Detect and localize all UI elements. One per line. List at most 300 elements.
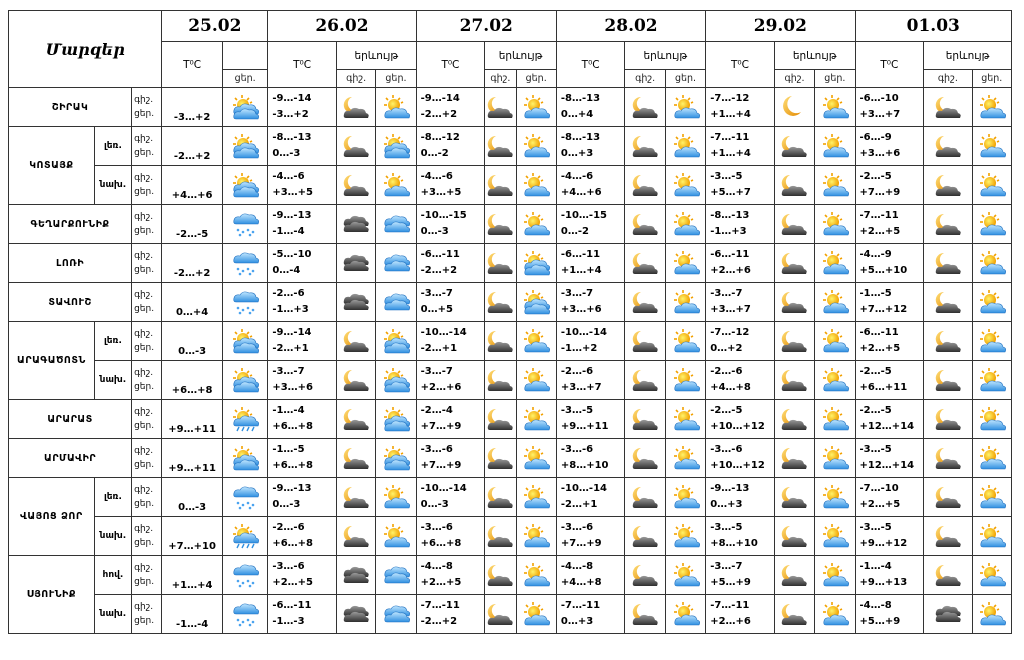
night-temp: -3…-7 — [420, 288, 453, 299]
moon-cloud-icon — [341, 445, 371, 472]
night-icon-cell — [774, 166, 814, 205]
day-temp: -2…+1 — [420, 343, 458, 354]
temp-cell: +9…+11 — [162, 439, 223, 478]
rain-sun-icon — [230, 406, 260, 433]
day-icon-cell — [665, 478, 705, 517]
night-icon-cell — [336, 478, 375, 517]
night-temp: -7…-12 — [710, 93, 750, 104]
day-temp: +12…+14 — [859, 460, 915, 471]
day-icon-cell — [665, 283, 705, 322]
day-label: ցեր. — [134, 538, 155, 548]
sun-cloud-icon — [671, 367, 701, 394]
day-temp: +5…+10 — [859, 265, 908, 276]
table-row — [9, 283, 1012, 322]
day-icon-cell — [376, 361, 416, 400]
dark-cloud-icon — [341, 601, 371, 628]
moon-cloud-icon — [779, 523, 809, 550]
weather-header: երևույթ — [336, 42, 416, 70]
sun-cloud-icon — [977, 367, 1007, 394]
region-zone: լեռ. — [94, 127, 131, 166]
temp-cell — [556, 166, 625, 205]
day-icon-cell — [972, 205, 1011, 244]
day-temp: -1…-4 — [272, 226, 305, 237]
night-temp: -2…-5 — [859, 171, 892, 182]
temp-cell: +1…+4 — [162, 556, 223, 595]
cloud-sun-icon — [230, 94, 260, 121]
cloud-sun-icon — [381, 406, 411, 433]
night-label: գիշ. — [134, 212, 154, 222]
night-temp: -6…-11 — [272, 600, 312, 611]
night-icon-cell — [485, 361, 516, 400]
cloud-sun-icon — [230, 367, 260, 394]
temp-cell — [706, 166, 775, 205]
sun-cloud-icon — [671, 211, 701, 238]
temp-cell — [416, 244, 485, 283]
sun-cloud-icon — [977, 601, 1007, 628]
weather-icon-cell — [222, 205, 267, 244]
night-icon-cell — [336, 88, 375, 127]
night-temp: -8…-12 — [420, 132, 460, 143]
temp-header: T⁰C — [268, 42, 337, 88]
night-temp: -1…-4 — [859, 561, 892, 572]
sun-cloud-icon — [521, 406, 551, 433]
night-icon-cell — [924, 205, 972, 244]
weather-icon-cell — [222, 556, 267, 595]
temp-cell — [416, 439, 485, 478]
sun-cloud-icon — [521, 445, 551, 472]
moon-cloud-icon — [630, 406, 660, 433]
night-temp: -6…-11 — [420, 249, 460, 260]
day-icon-cell — [665, 244, 705, 283]
night-temp: -7…-10 — [859, 483, 899, 494]
temp-cell: -1…-4 — [162, 595, 223, 634]
moon-cloud-icon — [630, 484, 660, 511]
day-temp: 0…+4 — [560, 109, 594, 120]
temp-cell — [268, 88, 337, 127]
night-temp: -3…-7 — [710, 561, 743, 572]
temp-header: T⁰C — [706, 42, 775, 88]
temp-header: T⁰C — [162, 42, 223, 88]
sun-cloud-icon — [977, 94, 1007, 121]
temp-cell — [706, 244, 775, 283]
sun-cloud-icon — [521, 523, 551, 550]
dark-cloud-icon — [341, 562, 371, 589]
weather-icon-cell — [222, 244, 267, 283]
day-icon-cell — [972, 244, 1011, 283]
sun-cloud-icon — [381, 484, 411, 511]
temp-cell — [416, 205, 485, 244]
day-icon-cell — [972, 400, 1011, 439]
weather-icon-cell — [222, 88, 267, 127]
day-temp: 0…-2 — [560, 226, 589, 237]
cloud-icon — [381, 250, 411, 277]
night-temp: -1…-4 — [272, 405, 305, 416]
day-icon-cell — [376, 166, 416, 205]
day-icon-cell — [815, 205, 855, 244]
day-icon-cell — [516, 283, 556, 322]
temp-cell: 0…+4 — [162, 283, 223, 322]
day-temp: +9…+12 — [859, 538, 908, 549]
day-icon-cell — [815, 244, 855, 283]
moon-cloud-icon — [485, 211, 515, 238]
snow-cloud-icon — [230, 211, 260, 238]
temp-cell — [556, 361, 625, 400]
temp-cell — [416, 322, 485, 361]
sun-cloud-icon — [820, 328, 850, 355]
sun-cloud-icon — [820, 367, 850, 394]
night-temp: -8…-13 — [560, 93, 601, 104]
time-of-day-cell — [132, 244, 162, 283]
moon-cloud-icon — [933, 328, 963, 355]
day-temp: -2…+2 — [420, 109, 458, 120]
day-label: ցեր. — [134, 304, 155, 314]
night-icon-cell — [625, 439, 665, 478]
temp-cell — [855, 400, 924, 439]
night-icon-cell — [774, 244, 814, 283]
night-icon-cell — [774, 283, 814, 322]
day-temp: -1…-3 — [272, 616, 305, 627]
moon-cloud-icon — [630, 172, 660, 199]
day-temp: 0…-3 — [420, 499, 449, 510]
temp-cell — [706, 322, 775, 361]
time-of-day-cell — [132, 400, 162, 439]
day-icon-cell — [665, 361, 705, 400]
night-icon-cell — [625, 88, 665, 127]
night-icon-cell — [774, 439, 814, 478]
day-icon-cell — [972, 166, 1011, 205]
night-label: գիշ. — [134, 407, 154, 417]
date-header: 25.02 — [162, 11, 268, 42]
day-icon-cell — [376, 556, 416, 595]
dark-cloud-icon — [341, 289, 371, 316]
night-icon-cell — [336, 556, 375, 595]
sun-cloud-icon — [521, 601, 551, 628]
region-zone: նախ. — [94, 361, 131, 400]
day-temp: 0…+2 — [710, 343, 743, 354]
sun-cloud-icon — [820, 250, 850, 277]
day-icon-cell — [972, 361, 1011, 400]
time-of-day-cell — [132, 361, 162, 400]
night-temp: -9…-14 — [272, 93, 312, 104]
day-icon-cell — [815, 88, 855, 127]
day-icon-cell — [972, 478, 1011, 517]
temp-cell: +6…+8 — [162, 361, 223, 400]
day-temp: +4…+8 — [710, 382, 751, 393]
day-temp: -2…+2 — [420, 265, 458, 276]
night-subheader: գիշ. — [774, 70, 814, 88]
sun-cloud-icon — [820, 133, 850, 160]
day-icon-cell — [516, 322, 556, 361]
sun-cloud-icon — [977, 250, 1007, 277]
night-temp: -3…-5 — [560, 405, 594, 416]
day-icon-cell — [516, 439, 556, 478]
day-icon-cell — [516, 88, 556, 127]
day-temp: +2…+5 — [859, 226, 901, 237]
night-temp: -4…-8 — [859, 600, 892, 611]
temp-cell — [855, 595, 924, 634]
day-temp: 0…-3 — [272, 148, 301, 159]
moon-cloud-icon — [485, 172, 515, 199]
day-temp: 0…-4 — [272, 265, 301, 276]
night-label: գիշ. — [134, 524, 154, 534]
day-icon-cell — [815, 400, 855, 439]
day-temp: +7…+9 — [420, 421, 462, 432]
region-name: ՇԻՐԱԿ — [9, 88, 132, 127]
temp-cell — [855, 478, 924, 517]
night-temp: -3…-6 — [560, 444, 594, 455]
night-icon-cell — [625, 517, 665, 556]
temp-cell — [706, 205, 775, 244]
temp-cell — [416, 478, 485, 517]
dark-cloud-icon — [933, 601, 963, 628]
day-label: ցեր. — [134, 226, 155, 236]
day-label: ցեր. — [134, 499, 155, 509]
day-icon-cell — [516, 166, 556, 205]
temp-cell — [556, 283, 625, 322]
night-icon-cell — [924, 283, 972, 322]
sun-cloud-icon — [977, 562, 1007, 589]
night-icon-cell — [774, 88, 814, 127]
table-row — [9, 127, 1012, 166]
temp-cell — [416, 361, 485, 400]
moon-cloud-icon — [485, 133, 515, 160]
day-temp: +4…+8 — [560, 577, 602, 588]
moon-cloud-icon — [485, 250, 515, 277]
temp-cell: 0…-3 — [162, 478, 223, 517]
night-temp: -9…-14 — [272, 327, 312, 338]
night-temp: -10…-15 — [420, 210, 467, 221]
table-row — [9, 322, 1012, 361]
night-icon-cell — [485, 88, 516, 127]
day-temp: +2…+5 — [272, 577, 313, 588]
day-label: ցեր. — [134, 343, 155, 353]
cloud-sun-icon — [381, 445, 411, 472]
temp-cell — [556, 88, 625, 127]
night-icon-cell — [485, 244, 516, 283]
night-temp: -2…-4 — [420, 405, 453, 416]
day-temp: +3…+7 — [710, 304, 751, 315]
regions-header: Մարզեր — [9, 11, 162, 88]
table-row — [9, 400, 1012, 439]
moon-cloud-icon — [485, 484, 515, 511]
cloud-sun-icon — [230, 172, 260, 199]
temp-cell — [855, 517, 924, 556]
day-icon-cell — [815, 322, 855, 361]
moon-cloud-icon — [630, 328, 660, 355]
temp-cell — [416, 595, 485, 634]
moon-cloud-icon — [341, 94, 371, 121]
temp-cell: -2…+2 — [162, 244, 223, 283]
moon-cloud-icon — [779, 406, 809, 433]
night-icon-cell — [774, 205, 814, 244]
night-icon-cell — [485, 400, 516, 439]
day-temp: 0…-3 — [272, 499, 301, 510]
night-icon-cell — [774, 400, 814, 439]
temp-cell — [855, 88, 924, 127]
cloud-sun-icon — [381, 133, 411, 160]
region-name: ՎԱՅՈՑ ՁՈՐ — [9, 478, 95, 556]
temp-cell — [556, 127, 625, 166]
temp-header: T⁰C — [416, 42, 485, 88]
day-label: ցեր. — [134, 109, 155, 119]
day-icon-cell — [972, 127, 1011, 166]
day-temp: +3…+6 — [272, 382, 313, 393]
sun-cloud-icon — [521, 562, 551, 589]
date-header: 27.02 — [416, 11, 556, 42]
day-temp: +6…+8 — [272, 538, 313, 549]
day-subheader: ցեր. — [376, 70, 416, 88]
snow-cloud-icon — [230, 601, 260, 628]
day-icon-cell — [665, 556, 705, 595]
day-icon-cell — [972, 322, 1011, 361]
day-temp: +3…+7 — [560, 382, 602, 393]
sun-cloud-icon — [521, 211, 551, 238]
day-label: ցեր. — [134, 460, 155, 470]
day-subheader: ցեր. — [516, 70, 556, 88]
sun-cloud-icon — [977, 211, 1007, 238]
day-temp: +5…+9 — [859, 616, 901, 627]
region-zone: հով. — [94, 556, 131, 595]
night-temp: -6…-11 — [710, 249, 750, 260]
moon-cloud-icon — [933, 172, 963, 199]
temp-cell — [706, 400, 775, 439]
night-temp: -8…-13 — [272, 132, 312, 143]
day-icon-cell — [376, 283, 416, 322]
weather-icon-cell — [222, 361, 267, 400]
day-icon-cell — [972, 556, 1011, 595]
weather-icon-cell — [222, 478, 267, 517]
night-icon-cell — [336, 517, 375, 556]
sun-cloud-icon — [671, 250, 701, 277]
day-subheader: ցեր. — [665, 70, 705, 88]
sun-cloud-icon — [671, 406, 701, 433]
moon-cloud-icon — [933, 250, 963, 277]
sun-cloud-icon — [977, 523, 1007, 550]
temp-cell — [706, 361, 775, 400]
day-icon-cell — [516, 400, 556, 439]
night-temp: -6…-10 — [859, 93, 899, 104]
night-temp: -6…-11 — [859, 327, 899, 338]
region-name: ԱՐԱԳԱԾՈՏՆ — [9, 322, 95, 400]
night-temp: -10…-14 — [420, 483, 467, 494]
day-temp: +12…+14 — [859, 421, 915, 432]
day-icon-cell — [376, 205, 416, 244]
night-temp: -3…-6 — [420, 444, 453, 455]
day-temp: -2…+1 — [272, 343, 309, 354]
dark-cloud-icon — [341, 250, 371, 277]
day-temp: +1…+4 — [710, 109, 751, 120]
day-icon-cell — [665, 400, 705, 439]
sun-cloud-icon — [977, 328, 1007, 355]
temp-cell — [416, 283, 485, 322]
weather-header: երևույթ — [625, 42, 706, 70]
day-temp: +2…+5 — [420, 577, 462, 588]
moon-cloud-icon — [341, 172, 371, 199]
forecast-table — [8, 10, 1012, 634]
temp-cell — [556, 478, 625, 517]
day-temp: +3…+6 — [560, 304, 602, 315]
night-icon-cell — [625, 400, 665, 439]
moon-cloud-icon — [933, 562, 963, 589]
moon-cloud-icon — [630, 94, 660, 121]
region-zone: նախ. — [94, 595, 131, 634]
day-icon-cell — [665, 322, 705, 361]
day-icon-cell — [815, 166, 855, 205]
sun-cloud-icon — [820, 406, 850, 433]
night-icon-cell — [336, 166, 375, 205]
day-icon-cell — [815, 361, 855, 400]
moon-cloud-icon — [341, 367, 371, 394]
moon-cloud-icon — [341, 523, 371, 550]
sun-cloud-icon — [521, 367, 551, 394]
temp-cell — [855, 556, 924, 595]
moon-cloud-icon — [341, 328, 371, 355]
day-temp: +1…+4 — [710, 148, 751, 159]
cloud-sun-icon — [521, 289, 551, 316]
date-header: 26.02 — [268, 11, 416, 42]
moon-cloud-icon — [630, 133, 660, 160]
temp-cell — [556, 244, 625, 283]
night-temp: -2…-6 — [272, 288, 305, 299]
rain-sun-icon — [230, 523, 260, 550]
temp-header: T⁰C — [556, 42, 625, 88]
sun-cloud-icon — [820, 289, 850, 316]
day-temp: +2…+6 — [710, 616, 751, 627]
temp-cell — [268, 517, 337, 556]
day-temp: +9…+13 — [859, 577, 908, 588]
night-temp: -2…-6 — [710, 366, 743, 377]
temp-cell — [706, 88, 775, 127]
night-label: գիշ. — [134, 563, 154, 573]
time-of-day-cell — [132, 517, 162, 556]
time-of-day-cell — [132, 283, 162, 322]
weather-icon-cell — [222, 127, 267, 166]
sun-cloud-icon — [671, 94, 701, 121]
temp-cell — [556, 595, 625, 634]
night-label: գիշ. — [134, 602, 154, 612]
day-temp: 0…+3 — [560, 148, 594, 159]
day-temp: +9…+11 — [560, 421, 609, 432]
moon-cloud-icon — [779, 601, 809, 628]
temp-cell — [556, 517, 625, 556]
weather-header: երևույթ — [924, 42, 1012, 70]
night-temp: -2…-5 — [859, 366, 892, 377]
temp-cell — [706, 439, 775, 478]
moon-cloud-icon — [485, 601, 515, 628]
table-row — [9, 517, 1012, 556]
day-temp: +2…+5 — [859, 499, 901, 510]
snow-cloud-icon — [230, 289, 260, 316]
sun-cloud-icon — [671, 289, 701, 316]
day-icon-cell — [516, 478, 556, 517]
day-icon-cell — [815, 478, 855, 517]
night-icon-cell — [336, 400, 375, 439]
moon-cloud-icon — [341, 133, 371, 160]
day-temp: +6…+8 — [272, 460, 313, 471]
cloud-icon — [381, 601, 411, 628]
night-temp: -7…-11 — [710, 132, 750, 143]
moon-cloud-icon — [779, 172, 809, 199]
night-temp: -6…-9 — [859, 132, 892, 143]
time-of-day-cell — [132, 439, 162, 478]
sun-cloud-icon — [671, 523, 701, 550]
night-temp: -5…-10 — [272, 249, 312, 260]
night-temp: -3…-5 — [710, 171, 743, 182]
day-temp: 0…-3 — [420, 226, 449, 237]
day-icon-cell — [516, 244, 556, 283]
night-icon-cell — [924, 400, 972, 439]
night-temp: -10…-14 — [560, 327, 607, 338]
